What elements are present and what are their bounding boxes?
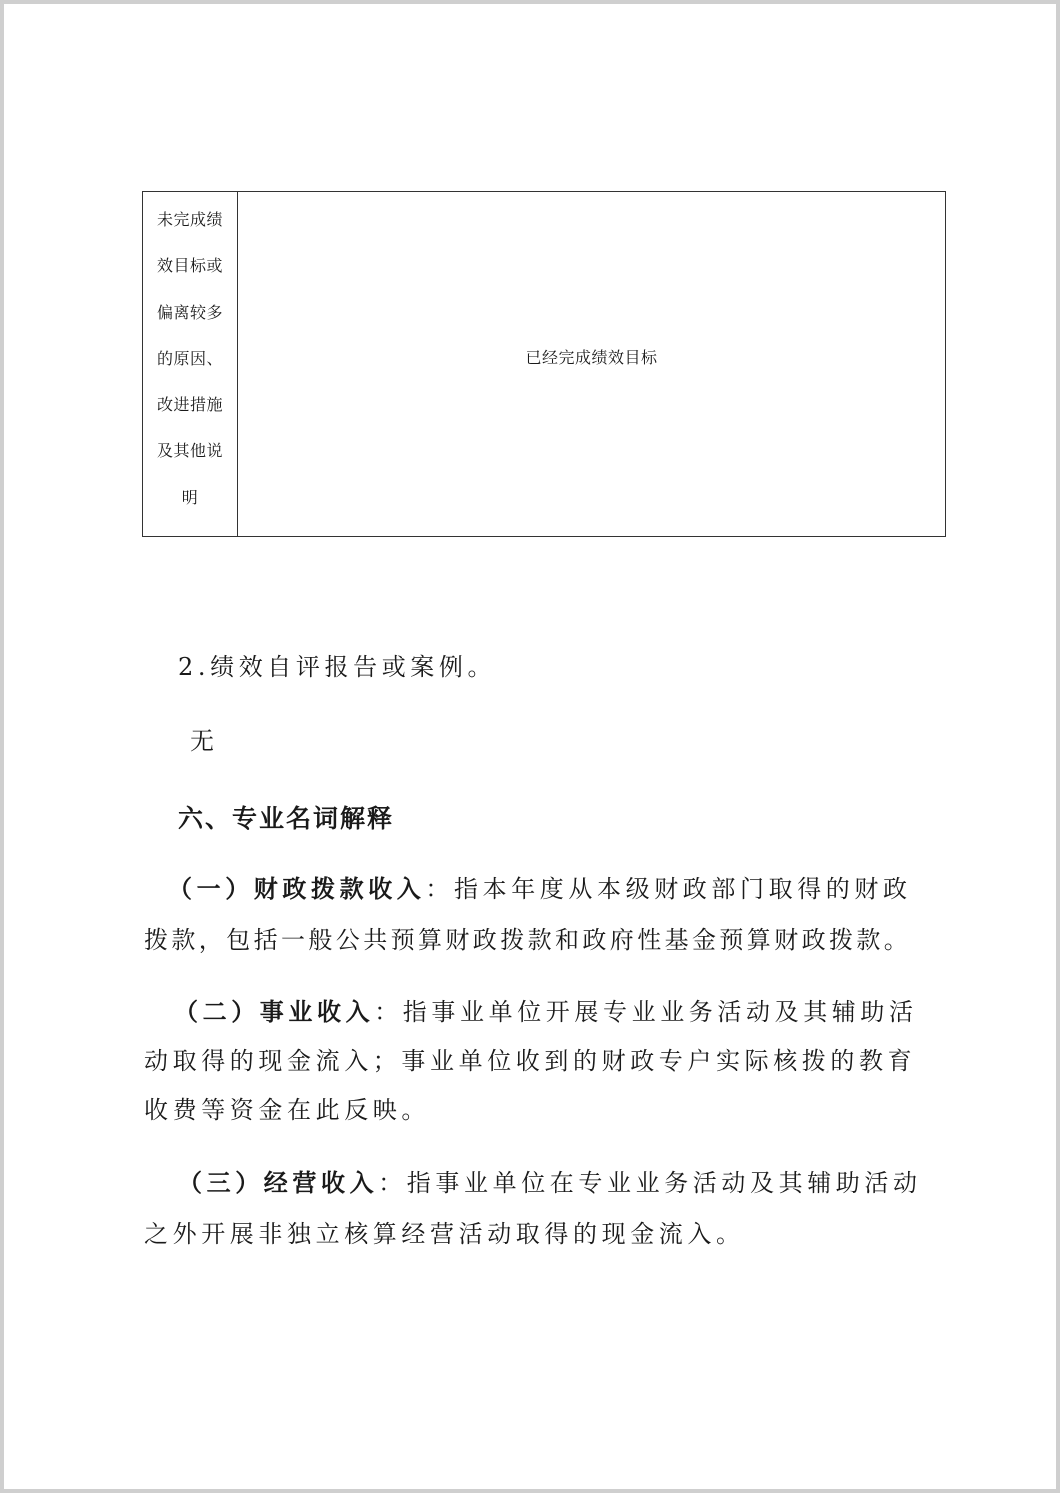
- section2-title: 2.绩效自评报告或案例。: [178, 653, 497, 681]
- label-line: 效目标或: [156, 256, 223, 276]
- definition-item-3-line1: [178, 1171, 922, 1195]
- label-line: 改进措施: [156, 395, 223, 415]
- definition-item-2-line1: [174, 1000, 918, 1024]
- definition-term: （二）事业收入: [174, 998, 375, 1026]
- label-line: 偏离较多: [156, 302, 223, 322]
- definition-item-3-line2: 之外开展非独立核算经营活动取得的现金流入。: [144, 1220, 745, 1248]
- definition-term: （三）经营收入: [178, 1169, 379, 1197]
- section6-heading: 六、专业名词解释: [178, 804, 395, 833]
- label-line: 未完成绩: [156, 210, 223, 229]
- performance-table: [142, 191, 946, 537]
- definition-item-1-line2: 拨款，包括一般公共预算财政拨款和政府性基金预算财政拨款。: [144, 926, 912, 954]
- definition-term: （一）财政拨款收入: [168, 875, 426, 903]
- table-value-cell: 已经完成绩效目标: [525, 347, 658, 367]
- definition-item-1-line1: [168, 877, 912, 901]
- definition-item-2-line3: 收费等资金在此反映。: [144, 1096, 430, 1124]
- label-line: 的原因、: [156, 348, 223, 368]
- label-line: 明: [181, 487, 199, 507]
- definition-text: ：指本年度从本级财政部门取得的财政: [425, 875, 912, 903]
- section2-content: 无: [190, 727, 219, 755]
- definition-item-2-line2: 动取得的现金流入；事业单位收到的财政专户实际核拨的教育: [144, 1047, 917, 1075]
- definition-text: ：指事业单位开展专业业务活动及其辅助活: [374, 998, 918, 1026]
- label-line: 及其他说: [156, 441, 223, 461]
- definition-text: ：指事业单位在专业业务活动及其辅助活动: [378, 1169, 922, 1197]
- table-label-cell: [143, 192, 238, 536]
